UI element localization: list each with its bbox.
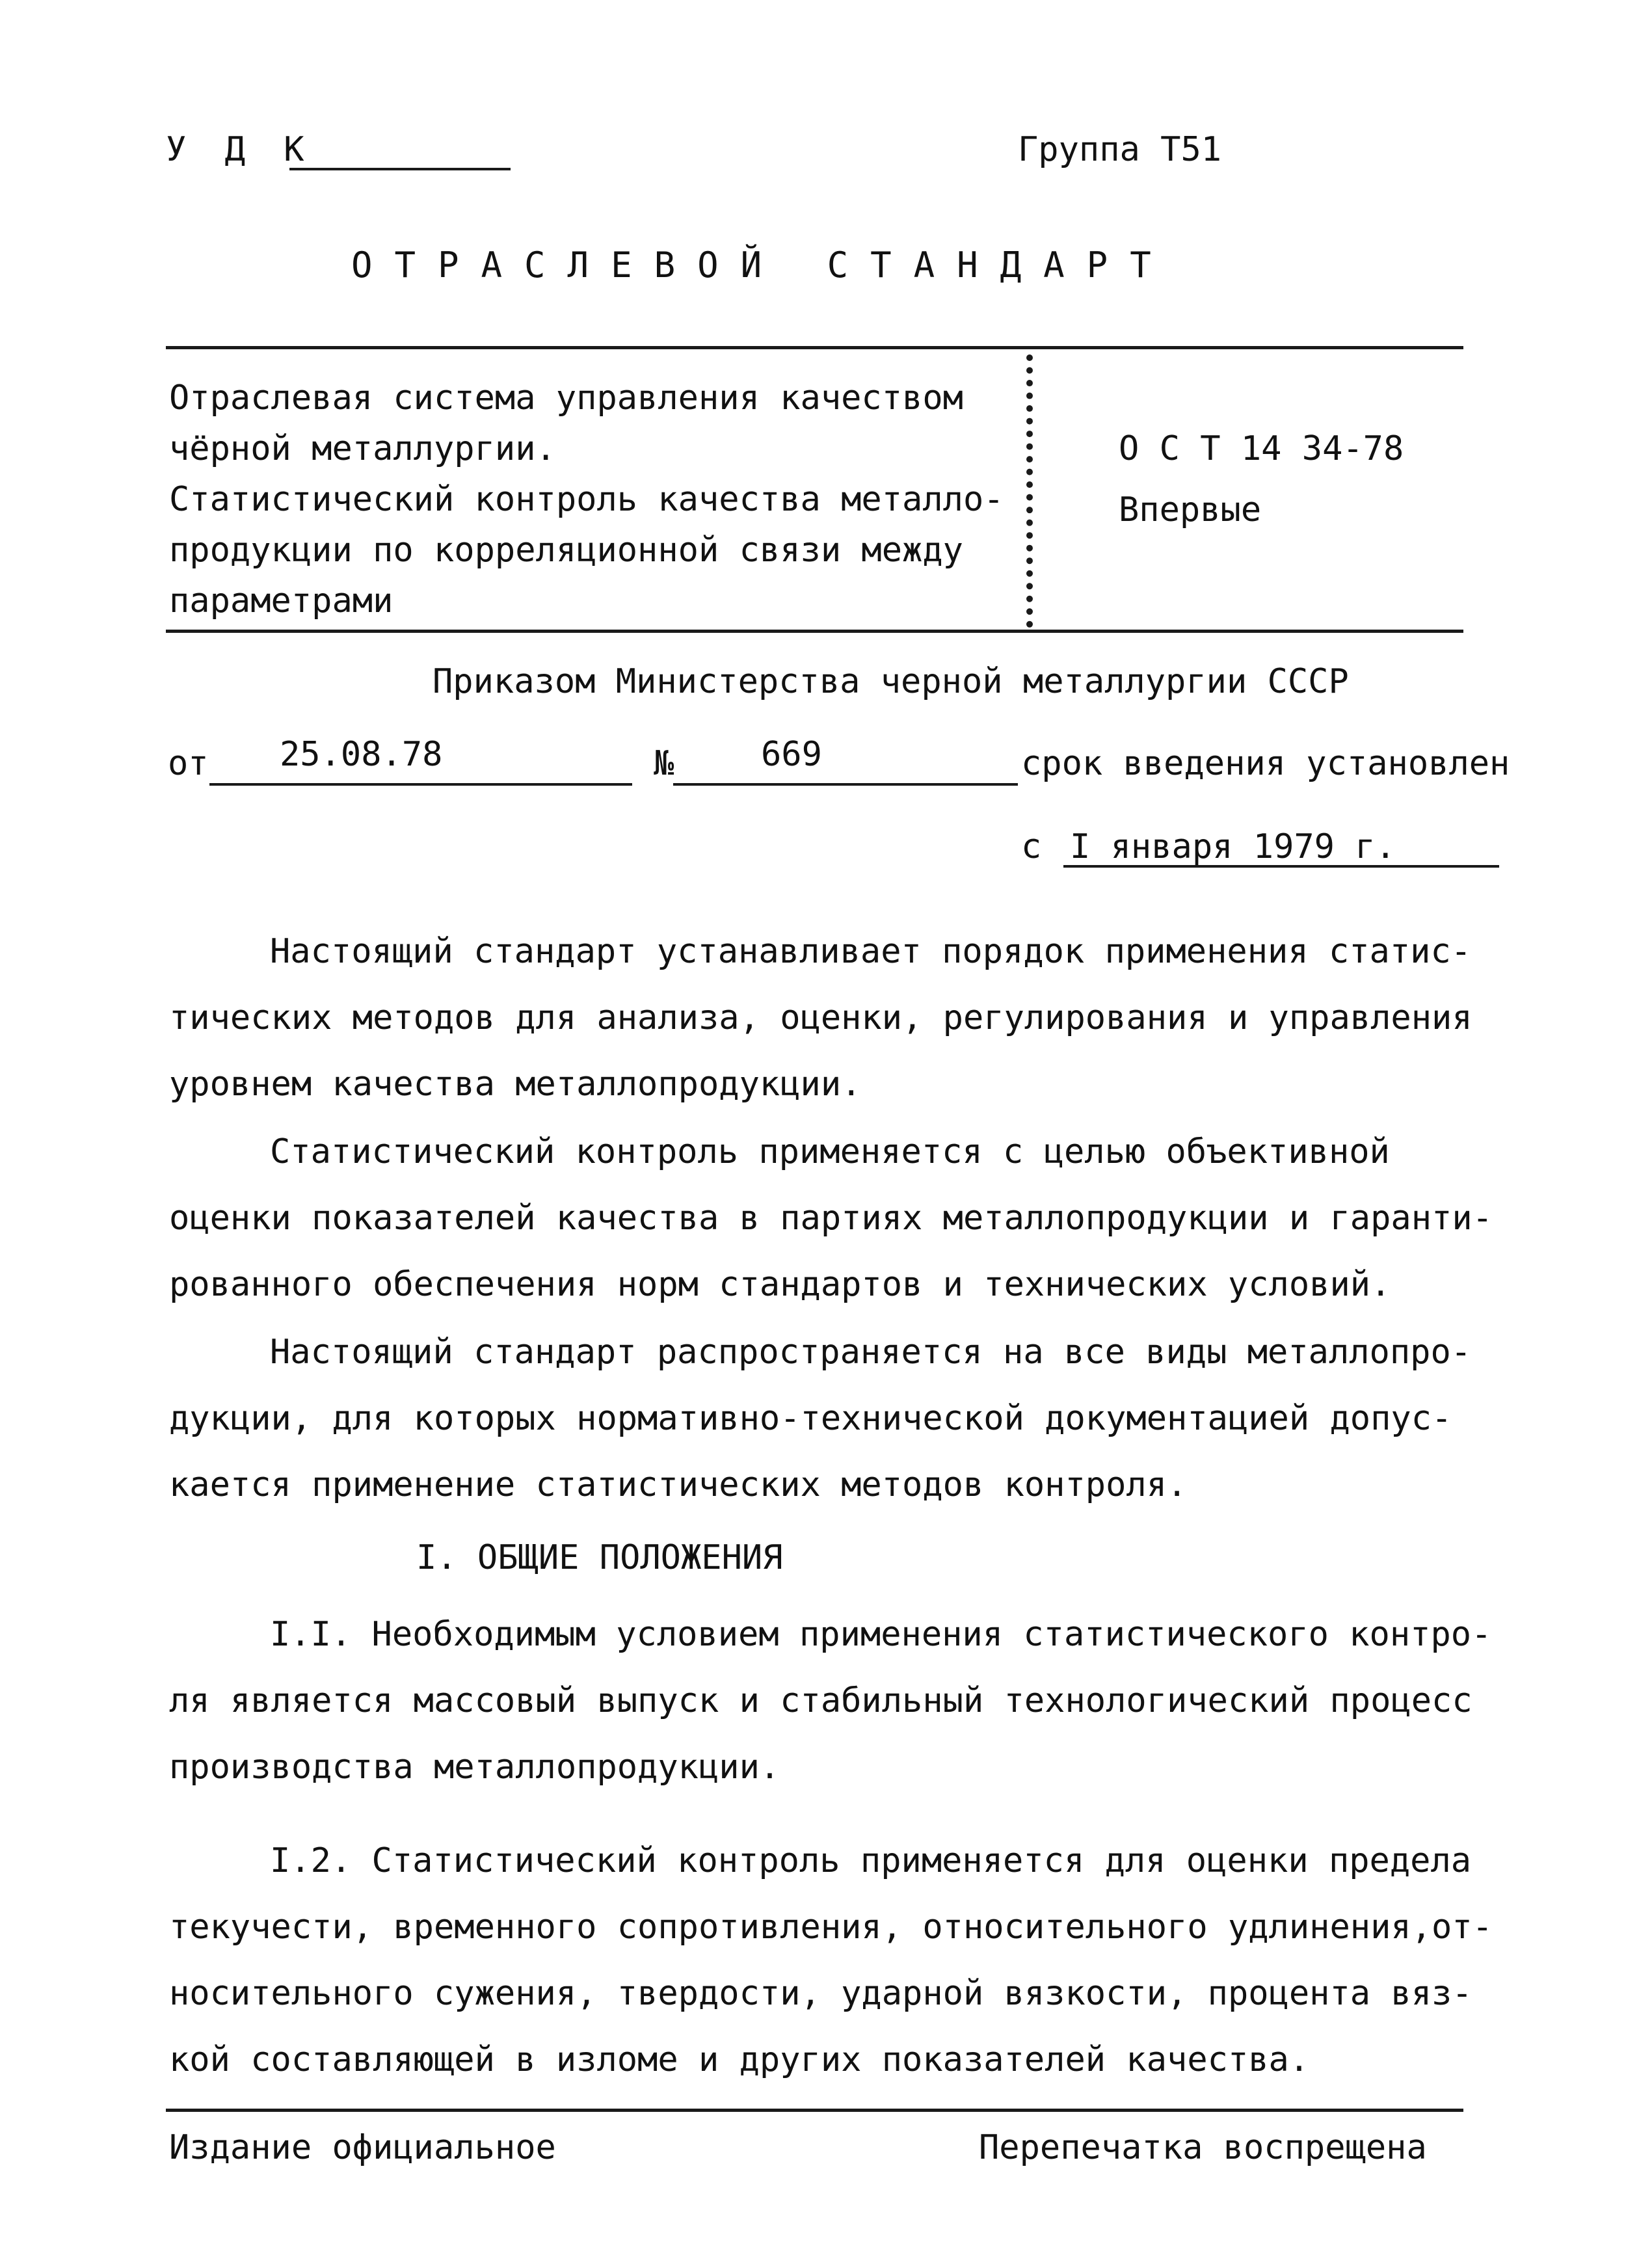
intro-p3-line-1: Настоящий стандарт распространяется на все виды металлопро- (270, 1333, 1472, 1372)
clause-1-2-line-4: кой составляющей в изломе и других показателей качества. (169, 2040, 1310, 2079)
order-issuer: Приказом Министерства черной металлургии СССР (433, 662, 1349, 701)
intro-p2-line-3: рованного обеспечения норм стандартов и технических условий. (169, 1265, 1391, 1304)
intro-p3-line-2: дукции, для которых нормативно-технической документацией допус- (169, 1399, 1452, 1438)
order-number-label: № (654, 744, 674, 783)
subject-top-rule (166, 346, 1463, 349)
udk-label: У Д К (166, 130, 313, 169)
intro-p1-line-1: Настоящий стандарт устанавливает порядок применения статис- (270, 932, 1472, 971)
subject-line-1: Отраслевая система управления качеством (169, 379, 963, 418)
clause-1-2-line-2: текучести, временного сопротивления, относительного удлинения,от- (169, 1908, 1493, 1947)
order-number: 669 (761, 735, 822, 774)
effective-prefix: с (1021, 827, 1042, 866)
order-from-label: от (168, 744, 209, 783)
order-date: 25.08.78 (280, 735, 443, 774)
order-number-underline (673, 783, 1018, 786)
clause-1-2-line-3: носительного сужения, твердости, ударной вязкости, процента вяз- (169, 1974, 1472, 2013)
udk-underline (289, 168, 511, 170)
order-term-text: срок введения установлен (1021, 744, 1510, 783)
group-label: Группа Т51 (1018, 130, 1222, 169)
effective-date: I января 1979 г. (1070, 827, 1396, 866)
subject-line-5: параметрами (169, 581, 393, 620)
subject-line-4: продукции по корреляционной связи между (169, 531, 963, 570)
intro-p3-line-3: кается применение статистических методов контроля. (169, 1465, 1188, 1504)
subject-bottom-rule (166, 630, 1463, 633)
standard-designation: О С Т 14 34-78 (1119, 429, 1404, 468)
order-date-underline (209, 783, 632, 786)
section-1-heading: I. ОБЩИЕ ПОЛОЖЕНИЯ (416, 1538, 783, 1577)
standard-status: Впервые (1119, 490, 1262, 529)
clause-1-2-line-1: I.2. Статистический контроль применяется для оценки предела (270, 1841, 1472, 1880)
clause-1-1-line-1: I.I. Необходимым условием применения статистического контро- (270, 1615, 1492, 1654)
footer-reprint-prohibited: Перепечатка воспрещена (979, 2128, 1427, 2167)
document-title: ОТРАСЛЕВОЙ СТАНДАРТ (351, 245, 1173, 286)
clause-1-1-line-2: ля является массовый выпуск и стабильный технологический процесс (169, 1681, 1472, 1720)
footer-official-edition: Издание официальное (169, 2128, 556, 2167)
footer-rule (166, 2109, 1463, 2112)
clause-1-1-line-3: производства металлопродукции. (169, 1748, 780, 1787)
subject-dotted-separator (1026, 354, 1033, 628)
intro-p1-line-3: уровнем качества металлопродукции. (169, 1065, 862, 1104)
intro-p2-line-1: Статистический контроль применяется с целью объективной (270, 1132, 1390, 1171)
subject-line-3: Статистический контроль качества металло- (169, 480, 1004, 519)
subject-line-2: чёрной металлургии. (169, 429, 556, 468)
intro-p1-line-2: тических методов для анализа, оценки, регулирования и управления (169, 998, 1472, 1037)
intro-p2-line-2: оценки показателей качества в партиях металлопродукции и гаранти- (169, 1199, 1493, 1238)
